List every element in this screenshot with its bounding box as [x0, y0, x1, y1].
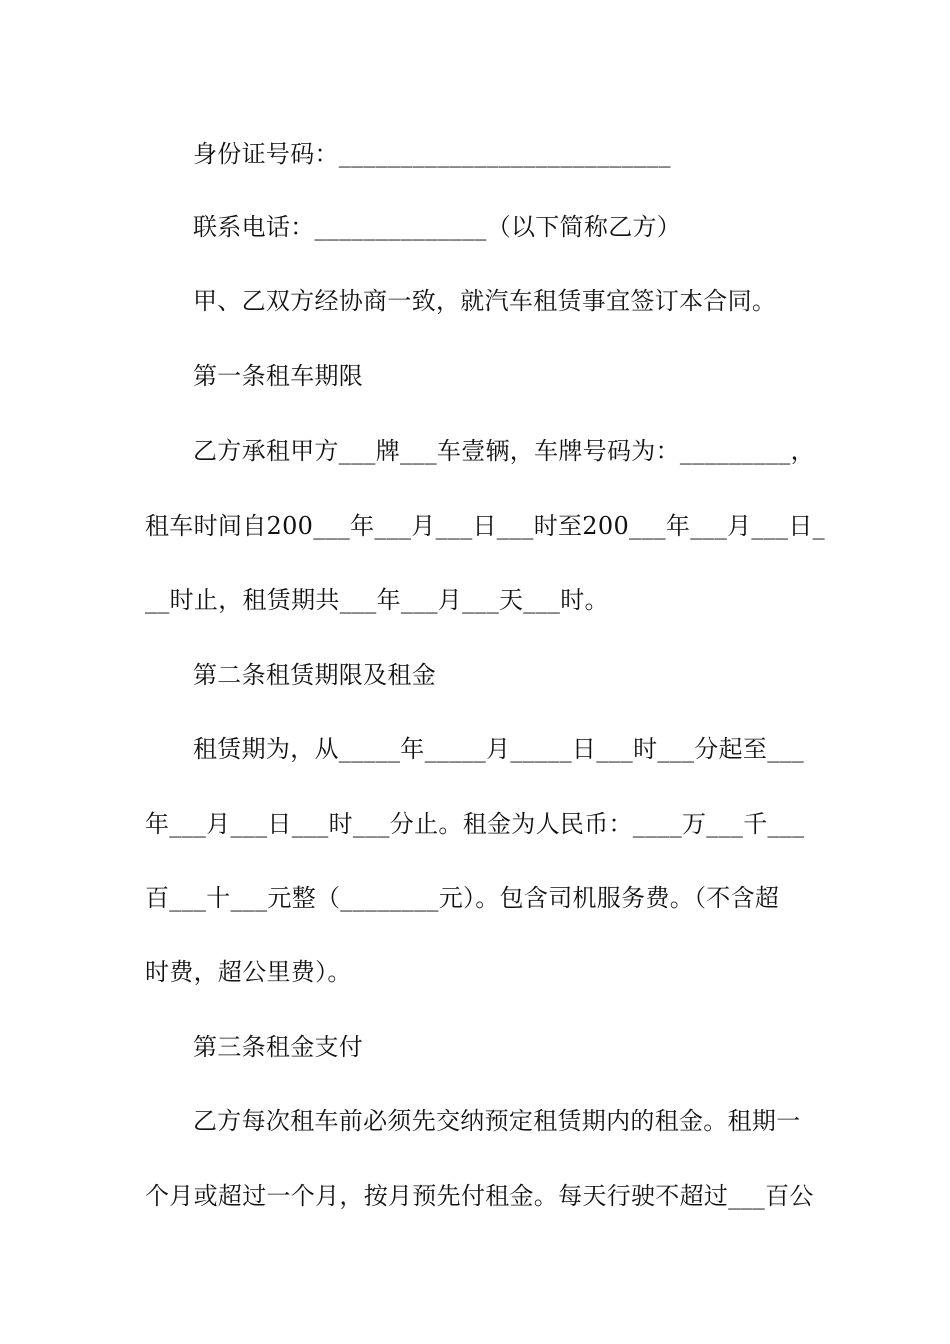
- agreement-intro-line: 甲、乙双方经协商一致，就汽车租赁事宜签订本合同。: [193, 287, 777, 315]
- article-1-text-line-3: __时止，租赁期共___年___月___天___时。: [145, 586, 609, 614]
- article-2-heading: 第二条租赁期限及租金: [193, 661, 436, 689]
- contact-phone-line: 联系电话：______________（以下简称乙方）: [193, 213, 682, 241]
- article-1-text-line-1: 乙方承租甲方___牌___车壹辆，车牌号码为：_________，: [193, 437, 815, 465]
- article-1-text-line-2: 租车时间自200___年___月___日___时至200___年___月___日_: [145, 512, 825, 540]
- article-2-text-line-1: 租赁期为，从_____年_____月_____日___时___分起至___: [193, 735, 805, 763]
- article-2-text-line-4: 时费，超公里费）。: [145, 958, 352, 986]
- article-3-text-line-1: 乙方每次租车前必须先交纳预定租赁期内的租金。租期一: [193, 1107, 801, 1135]
- id-number-line: 身份证号码：___________________________: [193, 140, 671, 168]
- article-3-text-line-2: 个月或超过一个月，按月预先付租金。每天行驶不超过___百公: [145, 1182, 814, 1210]
- article-2-text-line-3: 百___十___元整（________元）。包含司机服务费。（不含超: [145, 884, 780, 912]
- article-2-text-line-2: 年___月___日___时___分止。租金为人民币：____万___千___: [145, 810, 805, 838]
- article-1-heading: 第一条租车期限: [193, 362, 364, 390]
- article-3-heading: 第三条租金支付: [193, 1033, 364, 1061]
